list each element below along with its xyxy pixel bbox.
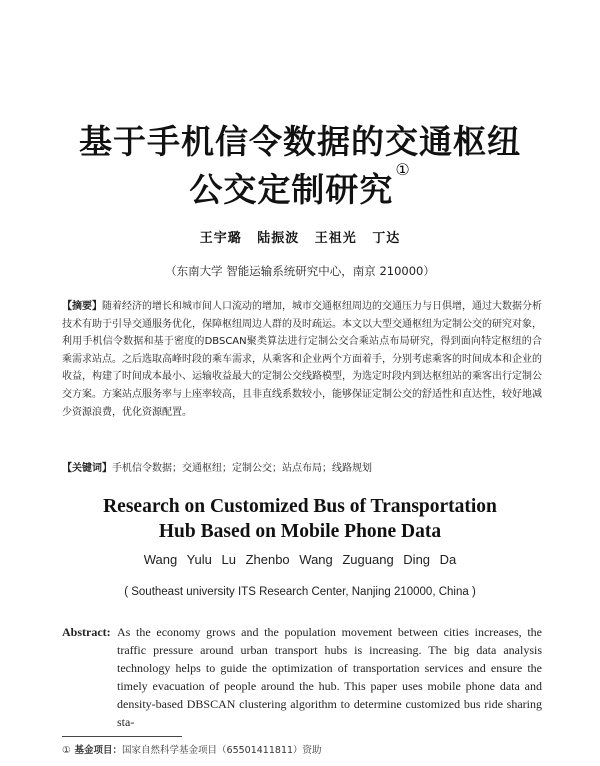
chinese-title-line-2-text: 公交定制研究 [189, 170, 394, 209]
english-authors: Wang Yulu Lu Zhenbo Wang Zuguang Ding Da [143, 552, 457, 567]
english-title-line-1: Research on Customized Bus of Transportation [103, 496, 497, 517]
english-affiliation: ( Southeast university ITS Research Center, Nanjing 210000, China ) [124, 586, 476, 598]
chinese-abstract [62, 298, 542, 421]
footnote-divider [62, 736, 182, 737]
chinese-abstract-label: 【摘要】 [62, 301, 102, 312]
english-abstract-label: Abstract: [62, 625, 111, 639]
title-footnote-mark: ① [395, 160, 411, 179]
chinese-keywords-label: 【关键词】 [62, 463, 112, 474]
footnote [62, 742, 542, 756]
footnote-text: 国家自然科学基金项目（65501411811）资助 [122, 745, 322, 756]
chinese-keywords-text: 手机信令数据；交通枢纽；定制公交；站点布局；线路规划 [112, 463, 372, 474]
english-abstract [62, 623, 542, 731]
footnote-label: 基金项目： [74, 745, 123, 756]
chinese-title-line-2 [0, 160, 600, 211]
chinese-abstract-text: 随着经济的增长和城市间人口流动的增加，城市交通枢纽周边的交通压力与日俱增，通过大数据分析技术有助于引导交通服务优化，保障枢纽周边人群的及时疏运。本文以大型交通枢纽为定制公交的研究对象，利用手机信令数据和基于密度的DBSCAN聚类算法进行定制公交合乘站点布局研究，得到面向特定枢纽的合乘需求站点。之后选取高峰时段的乘车需求，从乘客和企业两个方面着手，分别考虑乘客的时间成本和企业的收益，构建了时间成本最小、运输收益最大的定制公交线路模型，为选定时段内到达枢纽站的乘客出行定制公交方案。方案站点服务率与上座率较高，且非直线系数较小，能够保证定制公交的舒适性和直达性，较好地减少资源浪费，优化资源配置。 [62, 301, 542, 418]
chinese-title-line-1: 基于手机信令数据的交通枢纽 [79, 122, 521, 161]
english-title-line-2: Hub Based on Mobile Phone Data [158, 521, 442, 542]
english-abstract-text: As the economy grows and the population movement between cities increases, the traffic pressure around urban transport hubs is increasing. The big data analysis technology helps to guide the optimization of transportation services and ensure the timely evacuation of people around the hub. This paper uses mobile phone data and density-based DBSCAN clustering algorithm to determine customized bus ride sharing sta- [117, 625, 542, 729]
footnote-mark: ① [62, 745, 71, 756]
chinese-affiliation: （东南大学 智能运输系统研究中心，南京 210000） [165, 264, 435, 278]
chinese-keywords [62, 460, 542, 477]
chinese-authors: 王宇璐 陆振波 王祖光 丁达 [199, 231, 401, 246]
